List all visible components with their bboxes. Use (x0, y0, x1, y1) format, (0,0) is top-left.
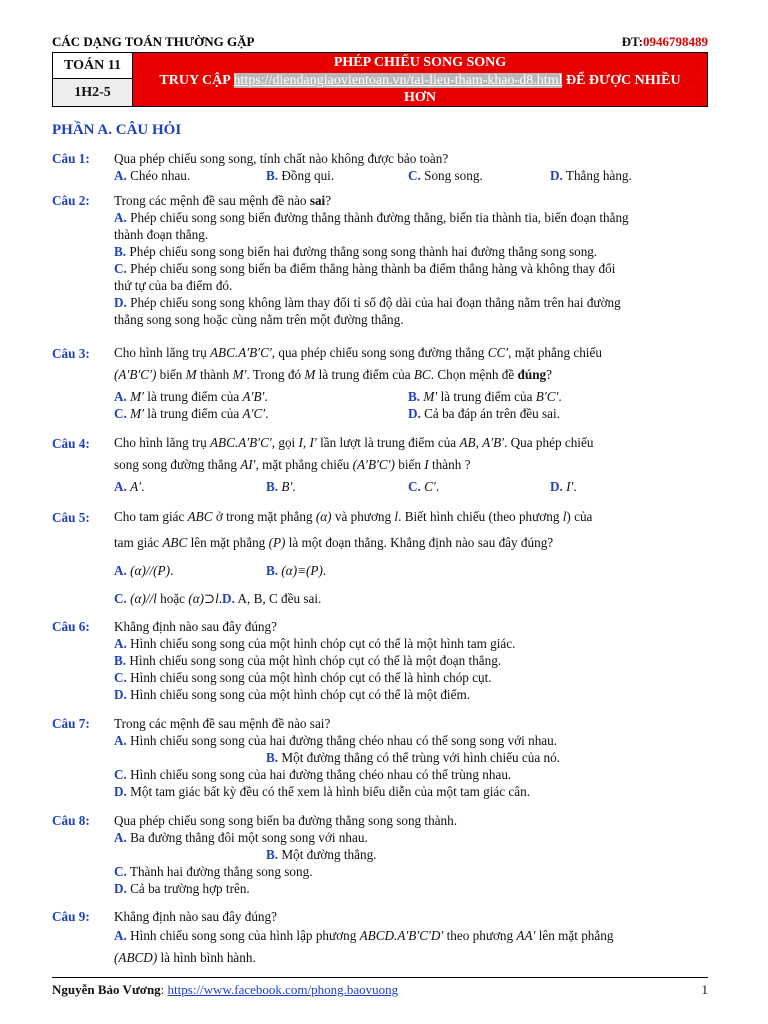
option-d: D. Cả ba đáp án trên đều sai. (408, 406, 560, 421)
banner-title-cell (133, 53, 707, 106)
option-a: A. Hình chiếu song song của một hình chóp cụt có thể là một hình tam giác. (114, 636, 516, 651)
option-b: B. Phép chiếu song song biến hai đường thẳng song song thành hai đường thẳng song song. (114, 244, 598, 259)
question-stem-cont: (A′B′C′) biến M thành M′. Trong đó M là trung điểm của BC. Chọn mệnh đề đúng? (114, 367, 553, 382)
option-a: A. Hình chiếu song song của hình lập phương ABCD.A′B′C′D′ theo phương AA′ lên mặt phẳng (114, 928, 614, 943)
option-d: D. Hình chiếu song song của một hình chóp cụt có thể là một điểm. (114, 687, 471, 702)
question-stem: Trong các mệnh đề sau mệnh đề nào sai? (114, 716, 331, 731)
question-stem: Qua phép chiếu song song, tính chất nào không được bảo toàn? (114, 151, 449, 166)
header-phone (622, 34, 708, 50)
section-title: PHẦN A. CÂU HỎI (52, 122, 182, 138)
option-a: A. Phép chiếu song song biến đường thẳng thành đường thẳng, biến tia thành tia, biến đoạn thẳng (114, 210, 629, 225)
question-label: Câu 1: (52, 151, 90, 166)
footer-divider (52, 977, 708, 978)
option-b: B. Một đường thẳng. (266, 847, 377, 862)
option-b: B. (α)≡(P). (266, 563, 327, 578)
title-banner (52, 52, 708, 107)
facebook-link[interactable]: https://www.facebook.com/phong.baovuong (167, 982, 399, 997)
footer-sep: : (160, 982, 168, 997)
option-b: B. Một đường thẳng có thể trùng với hình chiếu của nó. (266, 750, 560, 765)
question-label: Câu 4: (52, 436, 90, 451)
question-stem: Qua phép chiếu song song biến ba đường thẳng song song thành. (114, 813, 458, 828)
question-label: Câu 8: (52, 813, 90, 828)
lesson-title: PHÉP CHIẾU SONG SONG (333, 55, 507, 70)
access-line (133, 72, 707, 89)
access-prefix: TRUY CẬP (159, 73, 231, 88)
option-d: D. Cả ba trường hợp trên. (114, 881, 250, 896)
subject-cell: TOÁN 11 (53, 53, 133, 79)
phone-number: 0946798489 (643, 34, 708, 49)
option-c: C. C′. (408, 479, 440, 494)
author-name: Nguyễn Bảo Vương (52, 982, 161, 997)
option-b: B. Hình chiếu song song của một hình chóp cụt có thể là một đoạn thẳng. (114, 653, 502, 668)
page-footer (52, 982, 708, 998)
question-stem-cont: tam giác ABC lên mặt phẳng (P) là một đoạn thẳng. Khẳng định nào sau đây đúng? (114, 535, 554, 550)
option-a: A. M′ là trung điểm của A′B′. (114, 389, 268, 404)
question-stem: Cho hình lăng trụ ABC.A′B′C′, gọi I, I′ lần lượt là trung điểm của AB, A′B′. Qua phép chiếu (114, 435, 594, 450)
option-c-cont: thứ tự của ba điểm đó. (114, 278, 233, 293)
code-cell: 1H2-5 (53, 79, 133, 106)
question-label: Câu 7: (52, 716, 90, 731)
option-a: A. Hình chiếu song song của hai đường thẳng chéo nhau có thể song song với nhau. (114, 733, 558, 748)
question-label: Câu 5: (52, 510, 90, 525)
option-c: C. M′ là trung điểm của A′C′. (114, 406, 269, 421)
access-line-2: HƠN (404, 90, 436, 105)
option-b: B. Đồng qui. (266, 168, 335, 183)
option-c: C. Song song. (408, 168, 483, 183)
header-title: CÁC DẠNG TOÁN THƯỜNG GẶP (52, 34, 255, 49)
question-label: Câu 2: (52, 193, 90, 208)
option-a: A. Chéo nhau. (114, 168, 191, 183)
option-b: B. M′ là trung điểm của B′C′. (408, 389, 562, 404)
option-d: D. Thẳng hàng. (550, 168, 632, 183)
question-label: Câu 3: (52, 346, 90, 361)
option-a: A. (α)//(P). (114, 563, 174, 578)
option-c: C. Hình chiếu song song của một hình chóp cụt có thể là hình chóp cụt. (114, 670, 492, 685)
question-stem: Khẳng định nào sau đây đúng? (114, 619, 277, 634)
question-stem: Trong các mệnh đề sau mệnh đề nào sai? (114, 193, 332, 208)
option-a-cont: thành đoạn thẳng. (114, 227, 209, 242)
question-stem: Khẳng định nào sau đây đúng? (114, 909, 277, 924)
option-d: D. Một tam giác bất kỳ đều có thể xem là hình biểu diễn của một tam giác cân. (114, 784, 531, 799)
access-suffix: ĐỂ ĐƯỢC NHIỀU (565, 73, 681, 88)
question-stem-cont: song song đường thẳng AI′, mặt phẳng chiếu (A′B′C′) biến I thành ? (114, 457, 471, 472)
question-label: Câu 9: (52, 909, 90, 924)
option-b: B. B′. (266, 479, 296, 494)
option-c: C. Phép chiếu song song biến ba điểm thẳng hàng thành ba điểm thẳng hàng và không thay đổi (114, 261, 616, 276)
option-c: C. Hình chiếu song song của hai đường thẳng chéo nhau có thể trùng nhau. (114, 767, 512, 782)
resource-link[interactable]: https://diendangiaovientoan.vn/tai-lieu-tham-khao-d8.html (233, 73, 563, 88)
option-a: A. A′. (114, 479, 145, 494)
option-d-cont: thẳng song song hoặc cùng nằm trên một đường thẳng. (114, 312, 404, 327)
option-d: D. I′. (550, 479, 577, 494)
option-d: D. Phép chiếu song song không làm thay đổi tỉ số độ dài của hai đoạn thẳng nằm trên hai đường (114, 295, 621, 310)
option-c: C. (α)//l hoặc (α)⊃l.D. A, B, C đều sai. (114, 591, 322, 606)
page-number: 1 (701, 982, 708, 997)
question-stem: Cho hình lăng trụ ABC.A′B′C′, qua phép chiếu song song đường thẳng CC′, mặt phẳng chiếu (114, 345, 602, 360)
option-a-cont: (ABCD) là hình bình hành. (114, 950, 256, 965)
page-header (52, 34, 708, 50)
question-stem: Cho tam giác ABC ở trong mặt phẳng (α) và phương l. Biết hình chiếu (theo phương l) của (114, 509, 593, 524)
phone-label: ĐT: (621, 34, 643, 49)
question-label: Câu 6: (52, 619, 90, 634)
option-a: A. Ba đường thẳng đôi một song song với nhau. (114, 830, 368, 845)
option-c: C. Thành hai đường thẳng song song. (114, 864, 313, 879)
